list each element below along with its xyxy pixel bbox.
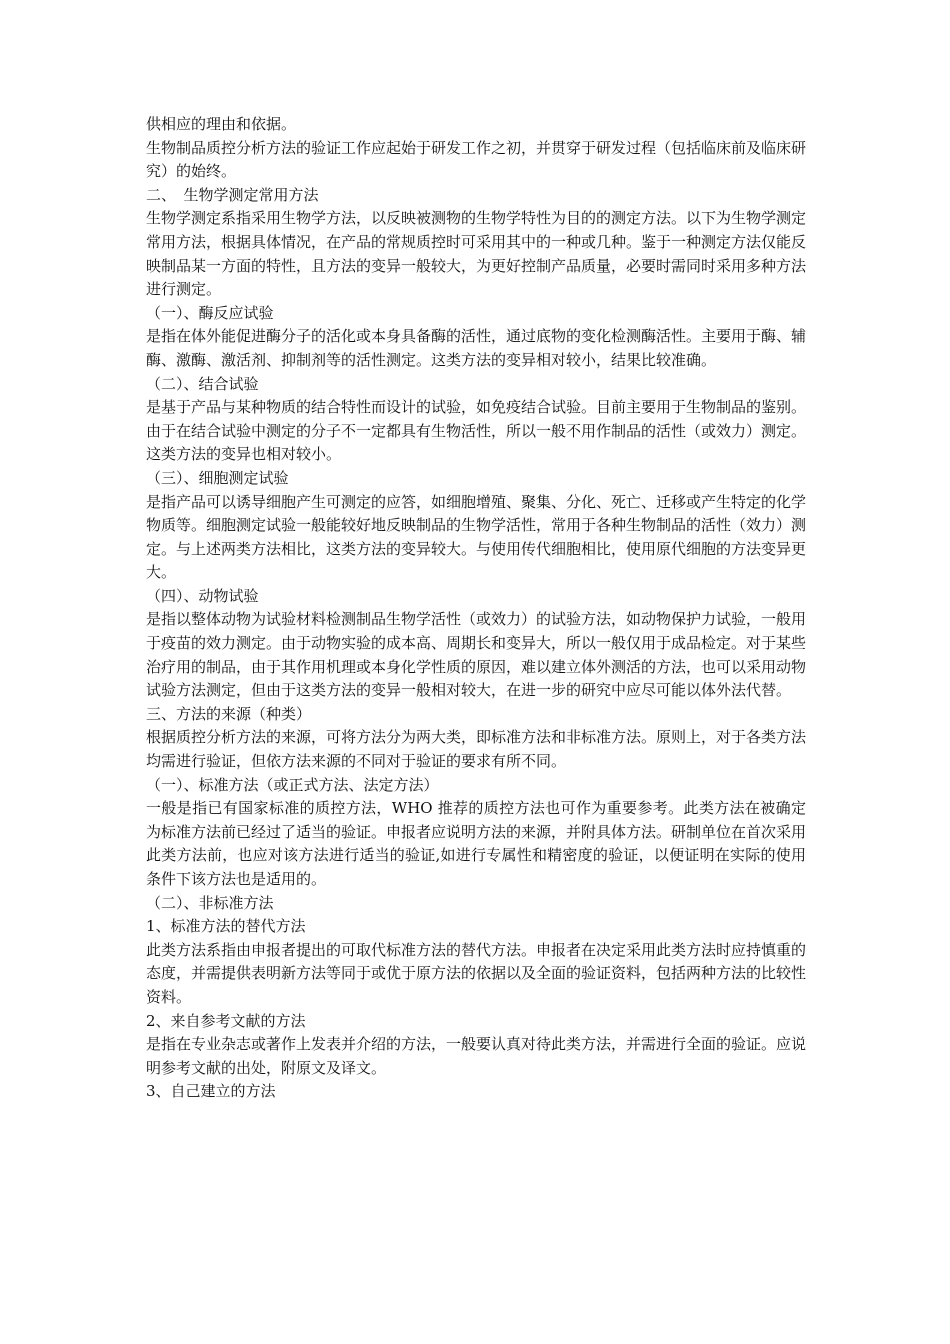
item-heading-2: 2、来自参考文献的方法: [146, 1011, 306, 1030]
paragraph-method-sources: 根据质控分析方法的来源，可将方法分为两大类，即标准方法和非标准方法。原则上，对于各类方法均需进行验证，但依方法来源的不同对于验证的要求有所不同。: [146, 728, 807, 771]
paragraph-literature-method: 是指在专业杂志或著作上发表并介绍的方法，一般要认真对待此类方法，并需进行全面的验证。应说明参考文献的出处，附原文及译文。: [146, 1035, 807, 1077]
subheading-cell-assay: （三）、细胞测定试验: [146, 468, 289, 487]
paragraph-animal-test: 是指以整体动物为试验材料检测制品生物学活性（或效力）的试验方法，如动物保护力试验，一般用于疫苗的效力测定。由于动物实验的成本高、周期长和变异大，所以一般仅用于成品检定。对于某些治疗用的制品，由于其作用机理或本身化学性质的原因，难以建立体外测活的方法，也可以采用动物试验方法测定，但由于这类方法的变异一般相对较大，在进一步的研究中应尽可能以体外法代替。: [146, 610, 807, 700]
section-heading-3: 三、方法的来源（种类）: [146, 704, 312, 723]
document-body: [146, 113, 806, 1104]
paragraph-bioassay-definition: 生物学测定系指采用生物学方法，以反映被测物的生物学特性为目的的测定方法。以下为生物学测定常用方法，根据具体情况，在产品的常规质控时可采用其中的一种或几种。鉴于一种测定方法仅能反映制品某一方面的特性，且方法的变异一般较大，为更好控制产品质量，必要时需同时采用多种方法进行测定。: [146, 209, 807, 299]
section-heading-2: 二、 生物学测定常用方法: [146, 185, 319, 204]
item-heading-1: 1、标准方法的替代方法: [146, 917, 306, 936]
subheading-animal-test: （四）、动物试验: [146, 586, 259, 605]
paragraph-validation-timing: 生物制品质控分析方法的验证工作应起始于研发工作之初，并贯穿于研发过程（包括临床前及临床研究）的始终。: [146, 138, 807, 181]
subheading-binding-assay: （二）、结合试验: [146, 374, 259, 393]
subheading-standard-method: （一）、标准方法（或正式方法、法定方法）: [146, 775, 439, 794]
paragraph-enzyme-reaction: 是指在体外能促进酶分子的活化或本身具备酶的活性，通过底物的变化检测酶活性。主要用于酶、辅酶、激酶、激活剂、抑制剂等的活性测定。这类方法的变异相对较小，结果比较准确。: [146, 327, 807, 369]
paragraph-alternative-method: 此类方法系指由申报者提出的可取代标准方法的替代方法。申报者在决定采用此类方法时应持慎重的态度，并需提供表明新方法等同于或优于原方法的依据以及全面的验证资料，包括两种方法的比较性资料。: [146, 940, 807, 1006]
paragraph-continuation: 供相应的理由和依据。: [146, 115, 297, 133]
item-heading-3: 3、自己建立的方法: [146, 1082, 276, 1101]
paragraph-binding-assay: 是基于产品与某种物质的结合特性而设计的试验，如免疫结合试验。目前主要用于生物制品的鉴别。由于在结合试验中测定的分子不一定都具有生物活性，所以一般不用作制品的活性（或效力）测定。这类方法的变异也相对较小。: [146, 398, 807, 464]
paragraph-cell-assay: 是指产品可以诱导细胞产生可测定的应答，如细胞增殖、聚集、分化、死亡、迁移或产生特定的化学物质等。细胞测定试验一般能较好地反映制品的生物学活性，常用于各种生物制品的活性（效力）测定。与上述两类方法相比，这类方法的变异较大。与使用传代细胞相比，使用原代细胞的方法变异更大。: [146, 492, 807, 582]
subheading-nonstandard-method: （二）、非标准方法: [146, 893, 274, 912]
subheading-enzyme-reaction: （一）、酶反应试验: [146, 303, 274, 322]
paragraph-standard-method: 一般是指已有国家标准的质控方法，WHO 推荐的质控方法也可作为重要参考。此类方法在被确定为标准方法前已经过了适当的验证。申报者应说明方法的来源，并附具体方法。研制单位在首次采用此类方法前，也应对该方法进行适当的验证,如进行专属性和精密度的验证，以便证明在实际的使用条件下该方法也是适用的。: [146, 799, 807, 888]
